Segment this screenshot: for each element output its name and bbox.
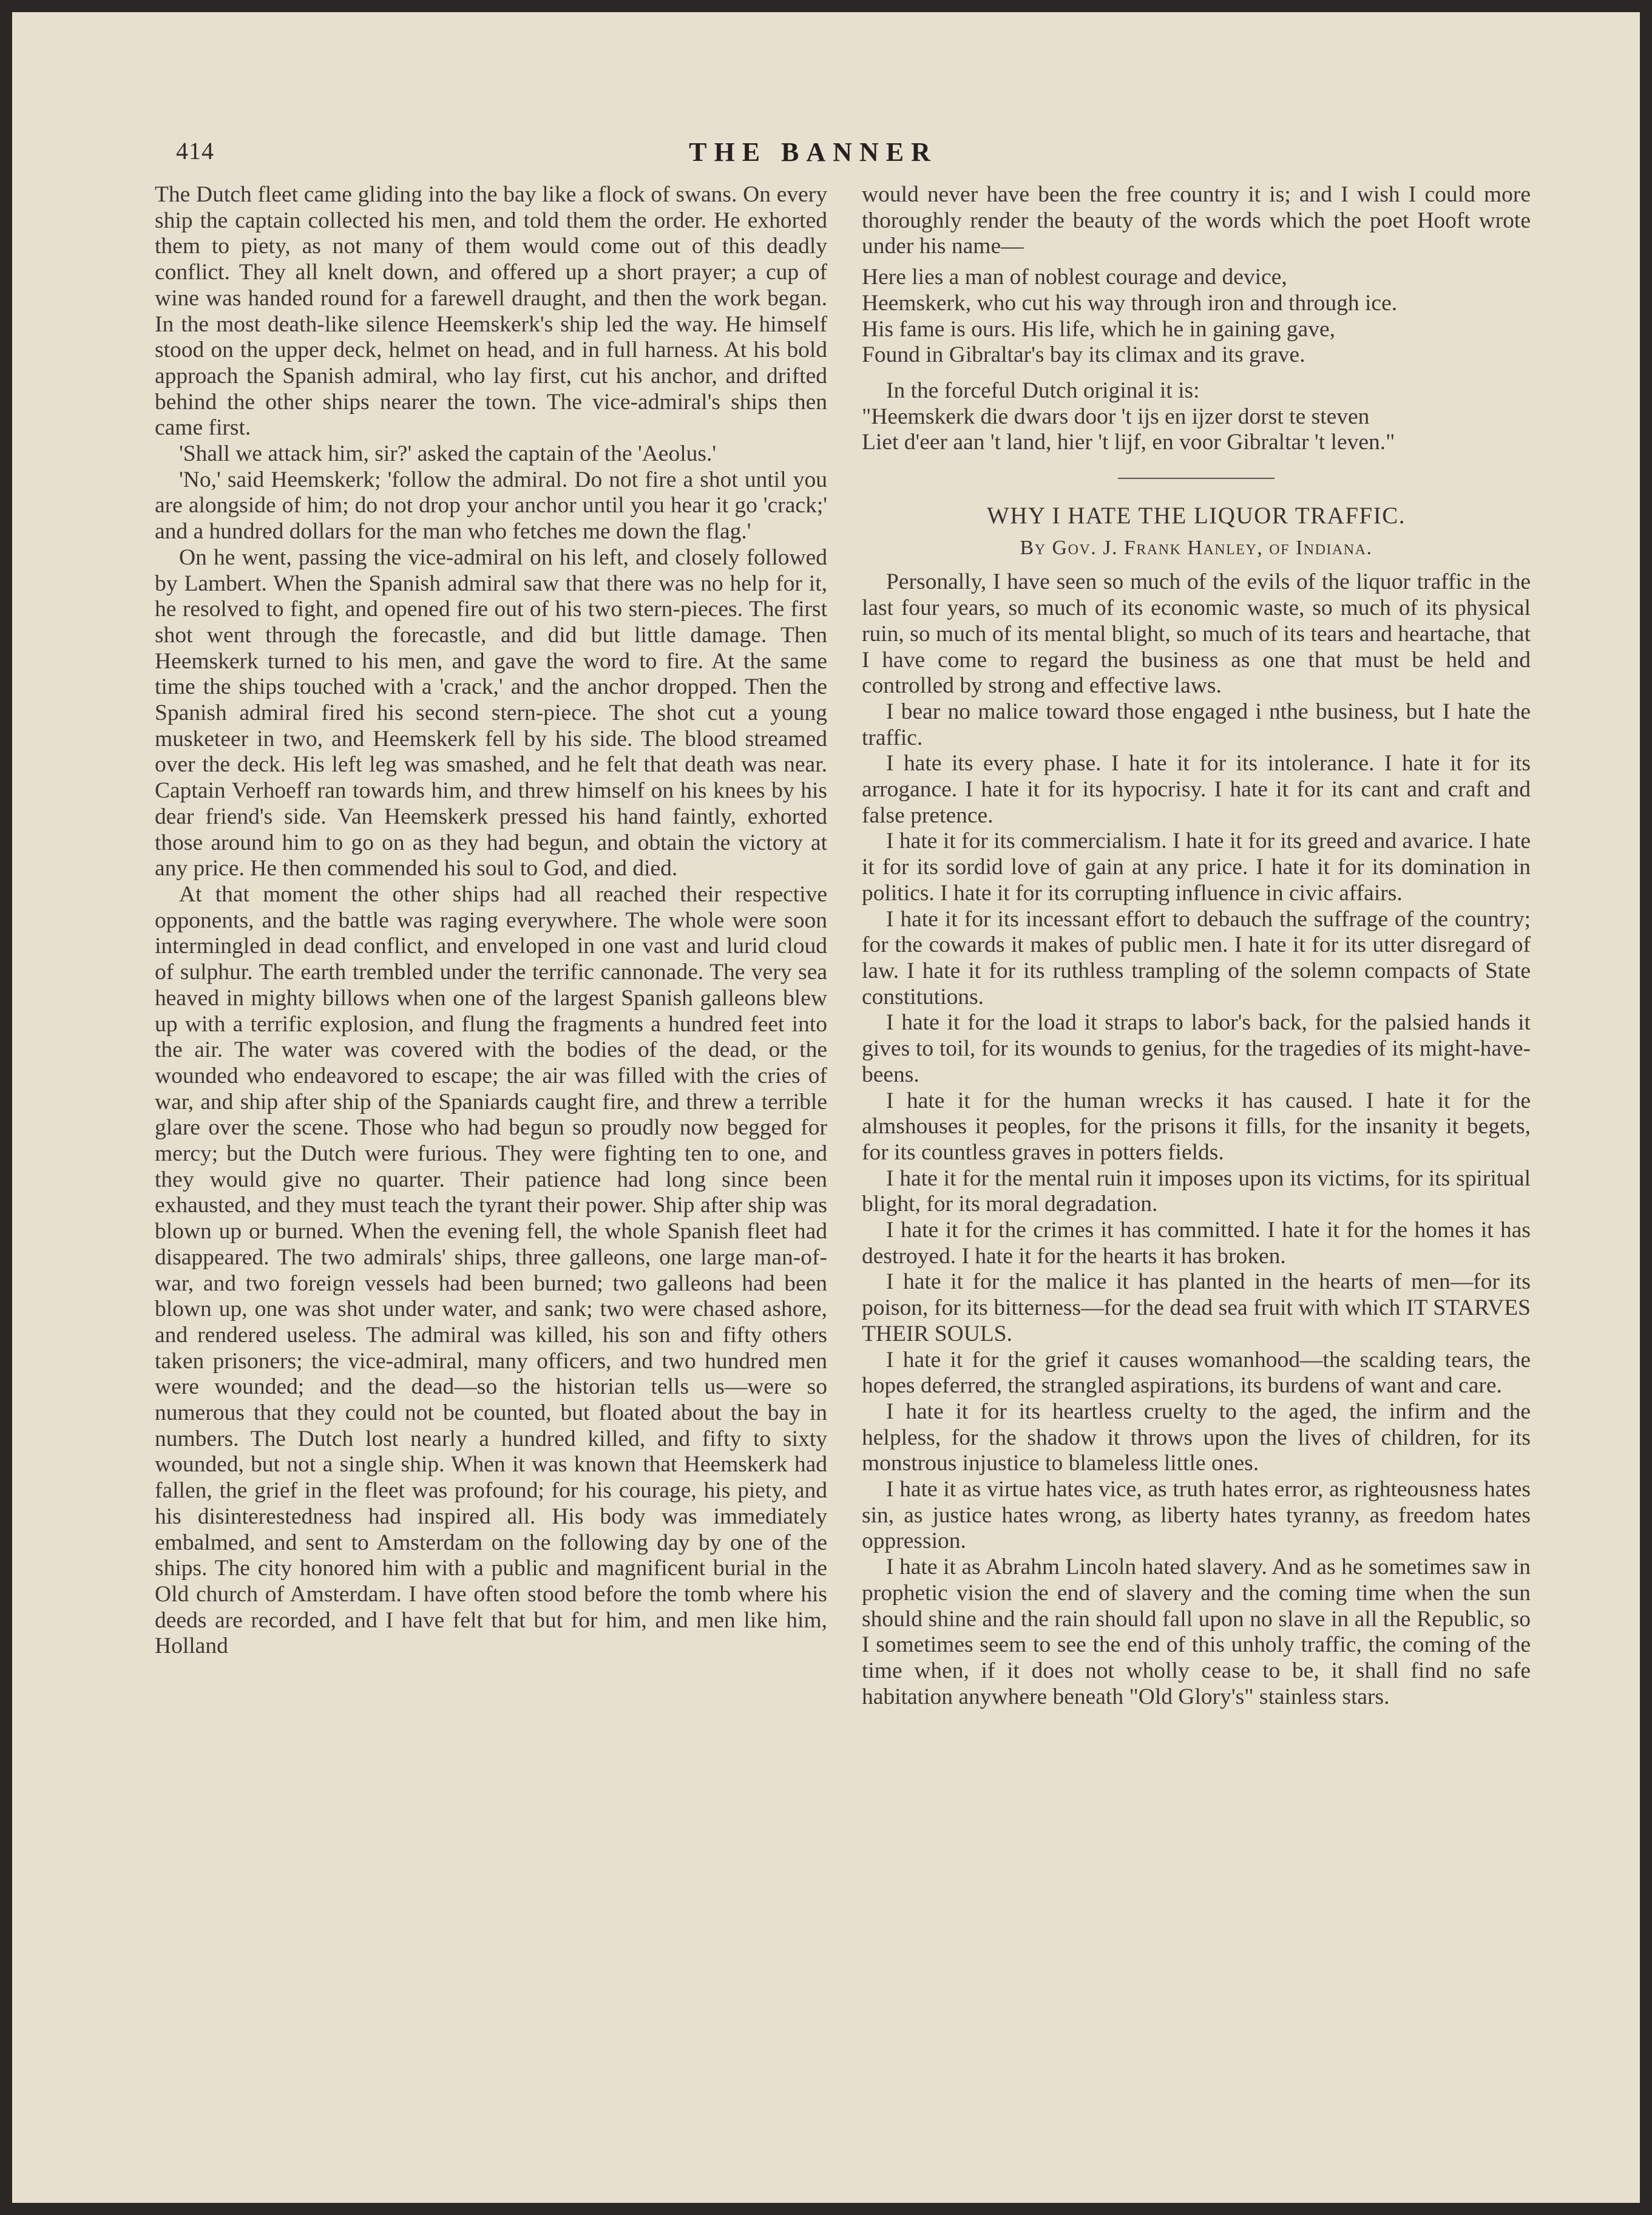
poem-line: Liet d'eer aan 't land, hier 't lijf, en voor Gibraltar 't leven." xyxy=(862,430,1395,455)
paragraph: I hate it for the load it straps to labor's back, for the palsied hands it gives to toil, for its wounds to genius, for the tragedies of its might-have-beens. xyxy=(862,1010,1531,1087)
paragraph: 'Shall we attack him, sir?' asked the captain of the 'Aeolus.' xyxy=(179,441,717,467)
page-number: 414 xyxy=(176,137,214,165)
paragraph: I hate it for its commercialism. I hate it for its greed and avarice. I hate it for its sordid love of gain at any price. I hate it for its domination in politics. I hate it for its corrupting influence in civic affairs. xyxy=(862,829,1531,906)
continuation-paragraph: would never have been the free country it is; and I wish I could more thoroughly render the beauty of the words which the poet Hooft wrote under his name— xyxy=(862,182,1531,259)
paragraph: 'No,' said Heemskerk; 'follow the admiral. Do not fire a shot until you are alongside of him; do not drop your anchor until you hear it go 'crack;' and a hundred dollars for the man who fetches me down the flag.' xyxy=(155,467,827,544)
poem-line: Heemskerk, who cut his way through iron and through ice. xyxy=(862,290,1398,316)
paragraph: At that moment the other ships had all reached their respective opponents, and the battle was raging everywhere. The whole were soon intermingled in dead conflict, and enveloped in one vast and lurid cloud of sulphur. The earth trembled under the terrific cannonade. The very sea heaved in mighty billows when one of the largest Spanish galleons blew up with a terrific explosion, and flung the fragments a hundred feet into the air. The water was covered with the bodies of the dead, or the wounded who endeavored to escape; the air was filled with the cries of war, and ship after ship of the Spaniards caught fire, and threw a terrible glare over the scene. Those who had begun so proudly now begged for mercy; but the Dutch were furious. They were fighting ten to one, and they would give no quarter. Their patience had long since been exhausted, and they must teach the tyrant their power. Ship after ship was blown up or burned. When the evening fell, the whole Spanish fleet had disappeared. The two admirals' ships, three galleons, one large man-of-war, and two foreign vessels had been burned; two galleons had been blown up, one was shot under water, and sank; two were chased ashore, and rendered useless. The admiral was killed, his son and fifty others taken prisoners; the vice-admiral, many officers, and two hundred men were wounded; and the dead—so the historian tells us—were so numerous that they could not be counted, but floated about the bay in numbers. The Dutch lost nearly a hundred killed, and fifty to sixty wounded, but not a single ship. When it was known that Heemskerk had fallen, the grief in the fleet was profound; for his courage, his piety, and his disinterestedness had inspired all. His body was immediately embalmed, and sent to Amsterdam on the following day by one of the ships. The city honored him with a public and magnificent burial in the Old church of Amsterdam. I have often stood before the tomb where his deeds are recorded, and I have felt that but for him, and men like him, Holland xyxy=(155,881,827,1659)
poem-line: Found in Gibraltar's bay its climax and its grave. xyxy=(862,342,1305,368)
paragraph: The Dutch fleet came gliding into the bay like a flock of swans. On every ship the captain collected his men, and told them the order. He exhorted them to piety, as not many of them would come out of this deadly conflict. They all knelt down, and offered up a short prayer; a cup of wine was handed round for a farewell draught, and then the work began. In the most death-like silence Heemskerk's ship led the way. He himself stood on the upper deck, helmet on head, and in full harness. At his bold approach the Spanish admiral, who lay first, cut his anchor, and drifted behind the other ships nearer the town. The vice-admiral's ships then came first. xyxy=(155,182,827,441)
poem-line: His fame is ours. His life, which he in gaining gave, xyxy=(862,316,1336,342)
dutch-intro: In the forceful Dutch original it is: xyxy=(886,378,1200,403)
paragraph: I hate it for the mental ruin it imposes upon its victims, for its spiritual blight, for its moral degradation. xyxy=(862,1165,1531,1217)
poem-line: Here lies a man of noblest courage and device, xyxy=(862,265,1287,290)
paragraph: I hate it as virtue hates vice, as truth hates error, as righteousness hates sin, as justice hates wrong, as liberty hates tyranny, as freedom hates oppression. xyxy=(862,1477,1531,1554)
running-head xyxy=(176,137,1451,179)
journal-title: THE BANNER xyxy=(689,137,938,167)
paragraph: On he went, passing the vice-admiral on his left, and closely followed by Lambert. When the Spanish admiral saw that there was no help for it, he resolved to fight, and opened fire out of his two stern-pieces. The first shot went through the forecastle, and did but little damage. Then Heemskerk turned to his men, and gave the word to fire. At the same time the ships touched with a 'crack,' and the anchor dropped. Then the Spanish admiral fired his second stern-piece. The shot cut a young musketeer in two, and Heemskerk fell by his side. The blood streamed over the deck. His left leg was smashed, and he felt that death was near. Captain Verhoeff ran towards him, and threw himself on his knees by his dear friend's side. Van Heemskerk pressed his hand faintly, exhorted those around him to go on as they had begun, and obtain the victory at any price. He then commended his soul to God, and died. xyxy=(155,544,827,881)
section-divider xyxy=(1118,478,1275,479)
paragraph: I hate it for the malice it has planted in the hearts of men—for its poison, for its bitterness—for the dead sea fruit with which IT STARVES THEIR SOULS. xyxy=(862,1269,1531,1346)
paragraph: I hate it as Abrahm Lincoln hated slavery. And as he sometimes saw in prophetic vision the end of slavery and the coming time when the sun should shine and the rain should fall upon no slave in all the Republic, so I sometimes seem to see the end of this unholy traffic, the coming of the time when, if it does not wholly cease to be, it shall find no safe habitation anywhere beneath "Old Glory's" stainless stars. xyxy=(862,1555,1531,1709)
paragraph: I hate it for its incessant effort to debauch the suffrage of the country; for the cowards it makes of public men. I hate it for its utter disregard of law. I hate it for its ruthless trampling of the solemn compacts of State constitutions. xyxy=(862,906,1531,1009)
paragraph: I hate it for the human wrecks it has caused. I hate it for the almshouses it peoples, for the prisons it fills, for the insanity it begets, for its countless graves in potters fields. xyxy=(862,1088,1531,1165)
paragraph: I hate its every phase. I hate it for its intolerance. I hate it for its arrogance. I hate it for its hypocrisy. I hate it for its cant and craft and false pretence. xyxy=(862,751,1531,828)
paragraph: I hate it for the crimes it has committed. I hate it for the homes it has destroyed. I hate it for the hearts it has broken. xyxy=(862,1218,1531,1269)
article-byline: By Gov. J. Frank Hanley, of Indiana. xyxy=(1020,536,1373,559)
poem-line: "Heemskerk die dwars door 't ijs en ijzer dorst te steven xyxy=(862,404,1370,429)
epitaph-poem-dutch xyxy=(862,404,1531,456)
epitaph-poem-english xyxy=(862,265,1531,368)
paragraph: I hate it for the grief it causes womanhood—the scalding tears, the hopes deferred, the strangled aspirations, its burdens of want and care. xyxy=(862,1347,1531,1399)
paragraph: I hate it for its heartless cruelty to the aged, the infirm and the helpless, for the shadow it throws upon the lives of children, for its monstrous injustice to blameless little ones. xyxy=(862,1399,1531,1476)
paragraph: I bear no malice toward those engaged i nthe business, but I hate the traffic. xyxy=(862,699,1531,750)
right-column xyxy=(862,182,1531,1710)
paragraph: Personally, I have seen so much of the evils of the liquor traffic in the last four years, so much of its economic waste, so much of its physical ruin, so much of its mental blight, so much of its tears and heartache, that I have come to regard the business as one that must be held and controlled by strong and effective laws. xyxy=(862,569,1531,699)
left-column xyxy=(155,182,827,1660)
article-title: WHY I HATE THE LIQUOR TRAFFIC. xyxy=(987,503,1406,529)
